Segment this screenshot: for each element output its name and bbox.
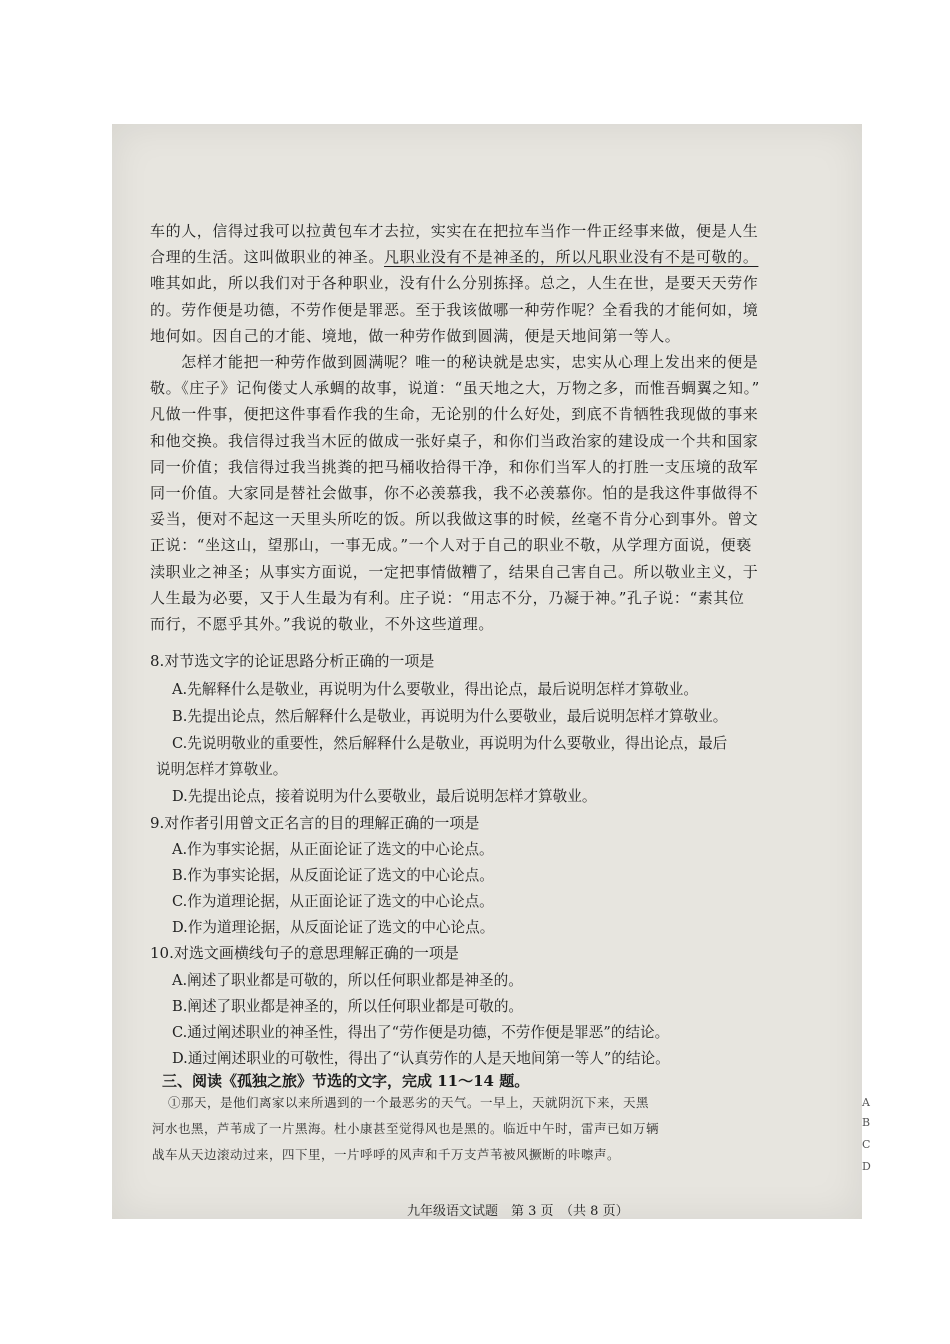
edge-letter: B [862,1116,871,1129]
question-9-stem: 9.对作者引用曾文正名言的目的理解正确的一项是 [150,814,480,832]
passage-line: 人生最为必要，又于人生最为有利。庄子说：“用志不分，乃凝于神。”孔子说：“素其位 [150,588,745,607]
passage-line: 怎样才能把一种劳作做到圆满呢？唯一的秘诀就是忠实，忠实从心理上发出来的便是 [150,353,759,372]
question-10-option-a: A.阐述了职业都是可敬的，所以任何职业都是神圣的。 [172,972,523,989]
passage-line: 妥当，便对不起这一天里头所吃的饭。所以我做这事的时候，丝毫不肯分心到事外。曾文 [150,510,759,529]
passage-line: 地何如。因自己的才能、境地，做一种劳作做到圆满，便是天地间第一等人。 [150,326,681,345]
underlined-sentence: 凡职业没有不是神圣的，所以凡职业没有不是可敬的。 [384,248,759,267]
exam-page [112,124,862,1219]
passage-line [150,244,840,270]
passage-line: 的。劳作便是功德，不劳作便是罪恶。至于我该做哪一种劳作呢？全看我的才能何如，境 [150,300,759,319]
page-footer: 九年级语文试题 第 3 页 （共 8 页） [407,1204,629,1219]
passage-line: 唯其如此，所以我们对于各种职业，没有什么分别拣择。总之，人生在世，是要天天劳作 [150,274,759,293]
question-10-option-b: B.阐述了职业都是神圣的，所以任何职业都是可敬的。 [172,998,524,1015]
question-9-option-b: B.作为事实论据，从反面论证了选文的中心论点。 [172,867,494,884]
question-9-option-c: C.作为道理论据，从正面论证了选文的中心论点。 [172,893,494,910]
question-10-option-d: D.通过阐述职业的可敬性，得出了“认真劳作的人是天地间第一等人”的结论。 [172,1050,670,1067]
question-9-option-a: A.作为事实论据，从正面论证了选文的中心论点。 [172,841,494,858]
passage-line: 渎职业之神圣；从事实方面说，一定把事情做糟了，结果自己害自己。所以敬业主义，于 [150,562,759,581]
passage-line: 同一价值。大家同是替社会做事，你不必羡慕我，我不必羡慕你。怕的是我这件事做得不 [150,484,759,503]
question-8-option-d: D.先提出论点，接着说明为什么要敬业，最后说明怎样才算敬业。 [172,788,597,805]
passage-line: 和他交换。我信得过我当木匠的做成一张好桌子，和你们当政治家的建设成一个共和国家 [150,431,759,450]
passage-line: 同一价值；我信得过我当挑粪的把马桶收拾得干净，和你们当军人的打胜一支压境的敌军 [150,457,759,476]
passage-paragraph-1 [150,218,840,637]
passage-line: 车的人，信得过我可以拉黄包车才去拉，实实在在把拉车当作一件正经事来做，便是人生 [150,222,759,240]
reading-passage-line: 战车从天边滚动过来，四下里，一片呼呼的风声和千万支芦苇被风撅断的咔嚓声。 [152,1147,621,1162]
passage-line: 凡做一件事，便把这件事看作我的生命，无论别的什么好处，到底不肯牺牲我现做的事来 [150,405,759,424]
passage-line: 正说：“坐这山，望那山，一事无成。”一个人对于自己的职业不敬，从学理方面说，便亵 [150,536,752,555]
edge-letter: D [862,1160,871,1173]
question-9-option-d: D.作为道理论据，从反面论证了选文的中心论点。 [172,919,495,936]
question-10-stem: 10.对选文画横线句子的意思理解正确的一项是 [150,944,459,962]
question-8-option-c: C.先说明敬业的重要性，然后解释什么是敬业，再说明为什么要敬业，得出论点，最后 [172,735,728,752]
passage-line: 敬。《庄子》记佝偻丈人承蜩的故事，说道：“虽天地之大，万物之多，而惟吾蜩翼之知。” [150,379,760,398]
edge-letter: C [862,1138,871,1151]
question-8-stem: 8.对节选文字的论证思路分析正确的一项是 [150,652,435,670]
reading-passage-line: ①那天，是他们离家以来所遇到的一个最恶劣的天气。一早上，天就阴沉下来，天黑 [168,1095,650,1110]
reading-passage-line: 河水也黑，芦苇成了一片黑海。杜小康甚至觉得风也是黑的。临近中午时，雷声已如万辆 [152,1121,660,1136]
question-10-option-c: C.通过阐述职业的神圣性，得出了“劳作便是功德，不劳作便是罪恶”的结论。 [172,1024,670,1041]
question-8-option-c-cont: 说明怎样才算敬业。 [156,761,288,778]
question-8-option-b: B.先提出论点，然后解释什么是敬业，再说明为什么要敬业，最后说明怎样才算敬业。 [172,708,728,725]
section-3-heading: 三、阅读《孤独之旅》节选的文字，完成 11～14 题。 [162,1072,530,1090]
passage-line: 而行，不愿乎其外。”我说的敬业，不外这些道理。 [150,615,494,634]
question-8-option-a: A.先解释什么是敬业，再说明为什么要敬业，得出论点，最后说明怎样才算敬业。 [172,681,698,698]
edge-letter: A [862,1096,870,1109]
passage-text: 合理的生活。这叫做职业的神圣。 [150,248,385,267]
